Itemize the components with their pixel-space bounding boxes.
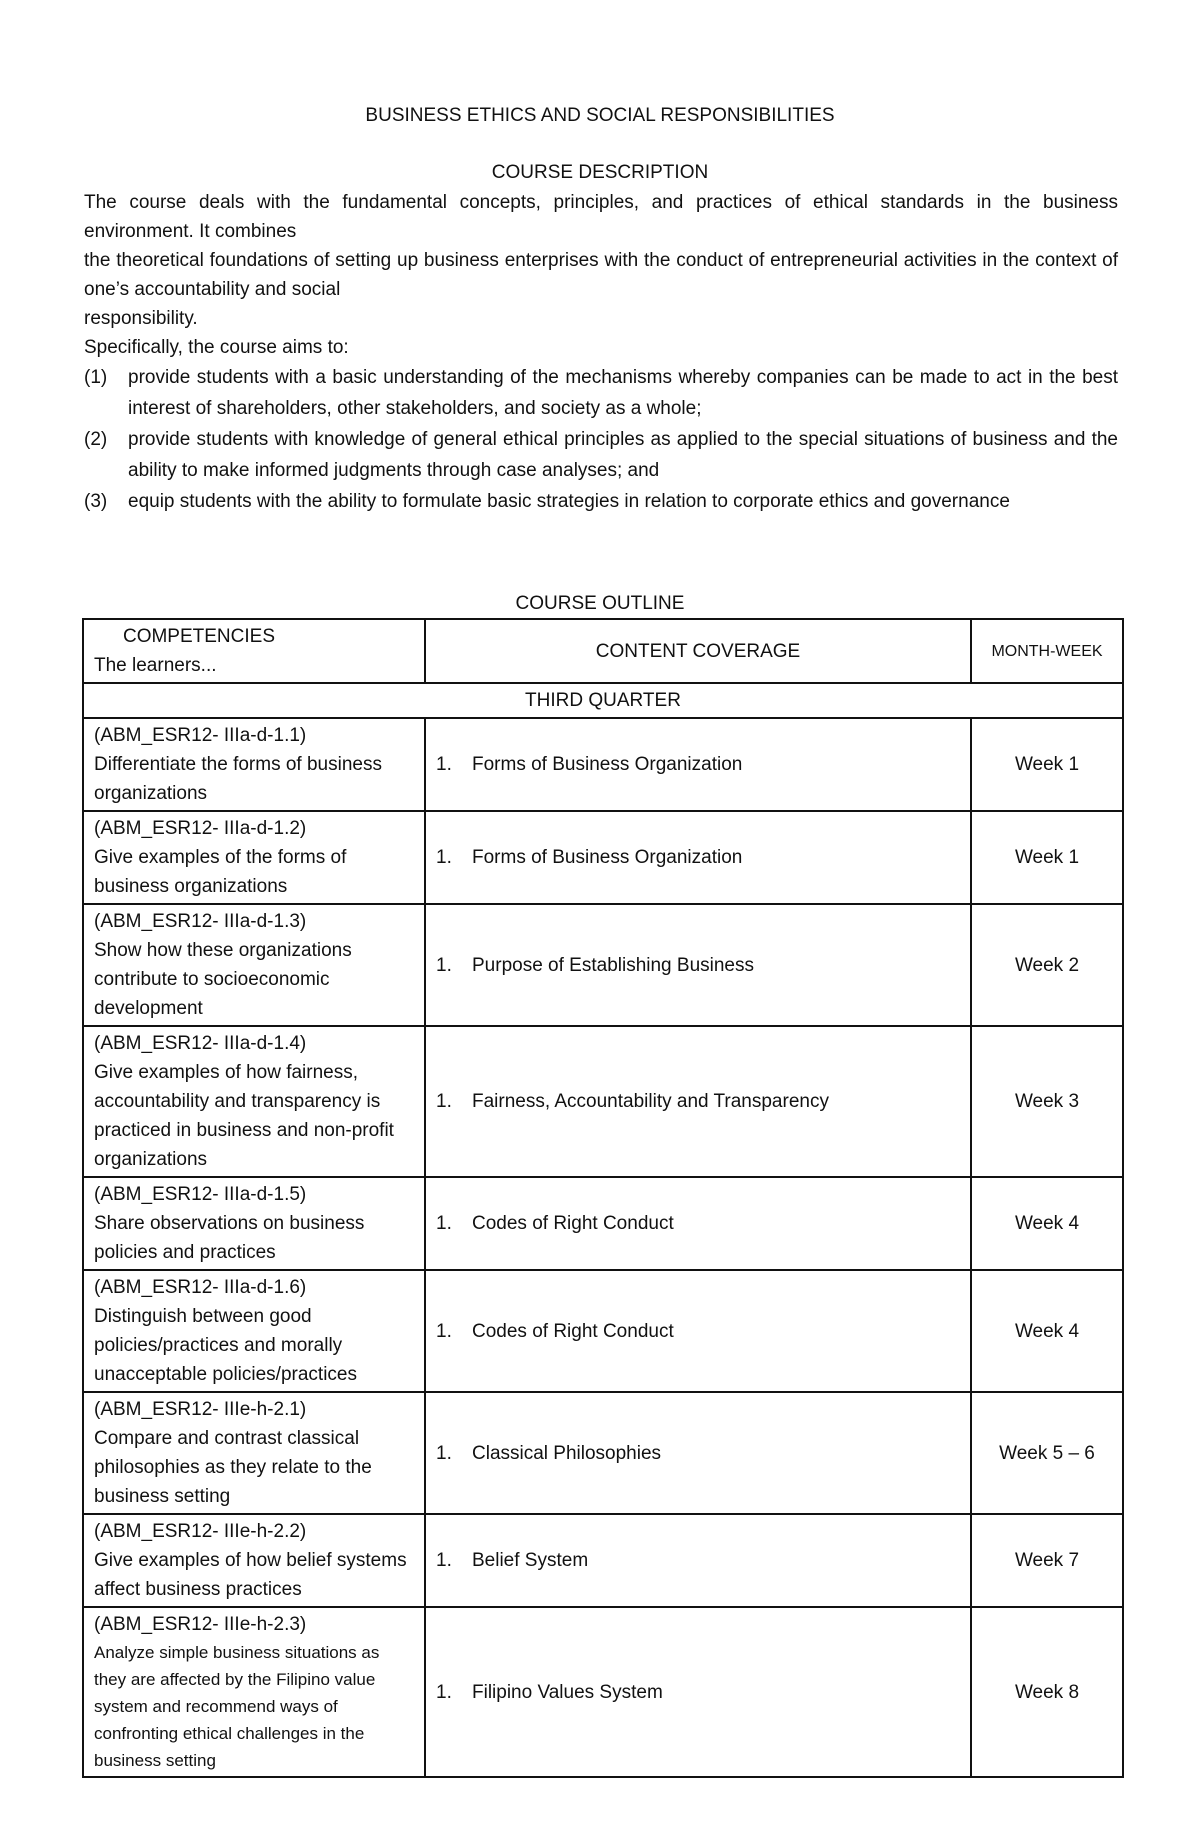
aim-text: provide students with knowledge of general ethical principles as applied to the special situations of business and the ability to make informed judgments through case analyses; and <box>128 429 1118 481</box>
aim-item <box>84 362 1118 424</box>
competency-code: (ABM_ESR12- IIIa-d-1.6) <box>94 1277 307 1298</box>
week-cell: Week 1 <box>971 718 1123 811</box>
table-header-row <box>83 619 1123 683</box>
competency-cell <box>83 904 425 1026</box>
aim-number: (1) <box>84 367 108 388</box>
content-cell <box>425 1270 971 1392</box>
content-text: Belief System <box>472 1550 589 1571</box>
table-row <box>83 1514 1123 1607</box>
competency-code: (ABM_ESR12- IIIa-d-1.4) <box>94 1033 307 1054</box>
header-competencies-label: COMPETENCIES <box>122 626 276 647</box>
competency-text: Compare and contrast classical philosophies as they relate to the business setting <box>94 1428 372 1507</box>
competency-text: Analyze simple business situations as they are affected by the Filipino value system and recommend ways of confronting ethical challenges in the business setting <box>94 1643 380 1770</box>
competency-code: (ABM_ESR12- IIIa-d-1.3) <box>94 911 307 932</box>
competency-text: Give examples of how fairness, accountability and transparency is practiced in business and non-profit organizations <box>94 1062 394 1170</box>
competency-cell <box>83 1026 425 1177</box>
header-learners-label: The learners... <box>94 655 217 676</box>
competency-text: Give examples of the forms of business organizations <box>94 847 347 897</box>
week-cell: Week 5 – 6 <box>971 1392 1123 1514</box>
course-description-heading: COURSE DESCRIPTION <box>491 162 709 183</box>
description-line: The course deals with the fundamental concepts, principles, and practices of ethical standards in the business environment. It combines <box>84 192 1118 242</box>
table-row <box>83 1392 1123 1514</box>
document-title: BUSINESS ETHICS AND SOCIAL RESPONSIBILITIES <box>365 105 835 126</box>
aim-item <box>84 424 1118 486</box>
week-cell: Week 2 <box>971 904 1123 1026</box>
aim-text: provide students with a basic understanding of the mechanisms whereby companies can be made to act in the best interest of shareholders, other stakeholders, and society as a whole; <box>128 367 1118 419</box>
week-cell: Week 3 <box>971 1026 1123 1177</box>
content-text: Purpose of Establishing Business <box>472 954 754 976</box>
table-row <box>83 1607 1123 1777</box>
quarter-label: THIRD QUARTER <box>83 683 1123 718</box>
content-cell <box>425 1607 971 1777</box>
content-cell <box>425 1177 971 1270</box>
competency-code: (ABM_ESR12- IIIe-h-2.3) <box>94 1614 307 1635</box>
competency-text: Give examples of how belief systems affect business practices <box>94 1550 407 1600</box>
aims-intro: Specifically, the course aims to: <box>84 337 349 358</box>
week-cell: Week 4 <box>971 1270 1123 1392</box>
competency-cell <box>83 1607 425 1777</box>
header-content-coverage: CONTENT COVERAGE <box>425 619 971 683</box>
table-row <box>83 1177 1123 1270</box>
competency-cell <box>83 1270 425 1392</box>
content-cell <box>425 904 971 1026</box>
competency-text: Show how these organizations contribute to socioeconomic development <box>94 940 352 1019</box>
competency-cell <box>83 718 425 811</box>
table-row <box>83 1270 1123 1392</box>
content-number: 1. <box>436 1091 452 1112</box>
course-outline-table <box>82 618 1124 1778</box>
competency-text: Share observations on business policies and practices <box>94 1213 365 1263</box>
competency-cell <box>83 1392 425 1514</box>
content-number: 1. <box>436 1681 452 1703</box>
week-cell: Week 8 <box>971 1607 1123 1777</box>
content-number: 1. <box>436 754 452 775</box>
aim-text: equip students with the ability to formulate basic strategies in relation to corporate ethics and governance <box>128 491 1010 512</box>
course-outline-heading: COURSE OUTLINE <box>515 593 685 614</box>
competency-code: (ABM_ESR12- IIIa-d-1.2) <box>94 818 307 839</box>
week-cell: Week 4 <box>971 1177 1123 1270</box>
content-cell <box>425 1026 971 1177</box>
header-month-week: MONTH-WEEK <box>971 619 1123 683</box>
competency-text: Distinguish between good policies/practices and morally unacceptable policies/practices <box>94 1306 357 1385</box>
competency-text: Differentiate the forms of business organizations <box>94 754 382 804</box>
aims-list <box>84 362 1118 517</box>
competency-code: (ABM_ESR12- IIIe-h-2.2) <box>94 1521 307 1542</box>
content-text: Classical Philosophies <box>472 1442 662 1464</box>
content-text: Filipino Values System <box>472 1681 663 1703</box>
content-number: 1. <box>436 847 452 868</box>
week-cell: Week 1 <box>971 811 1123 904</box>
competency-code: (ABM_ESR12- IIIe-h-2.1) <box>94 1399 307 1420</box>
table-row <box>83 718 1123 811</box>
content-number: 1. <box>436 1213 452 1234</box>
aim-item <box>84 486 1118 517</box>
content-number: 1. <box>436 954 452 976</box>
table-row <box>83 904 1123 1026</box>
header-competencies <box>83 619 425 683</box>
content-text: Forms of Business Organization <box>472 847 743 868</box>
course-description <box>84 188 1118 517</box>
competency-cell <box>83 1514 425 1607</box>
content-cell <box>425 718 971 811</box>
content-cell <box>425 811 971 904</box>
competency-cell <box>83 811 425 904</box>
content-cell <box>425 1392 971 1514</box>
table-row <box>83 1026 1123 1177</box>
description-line: responsibility. <box>84 308 198 329</box>
content-text: Forms of Business Organization <box>472 754 743 775</box>
content-text: Fairness, Accountability and Transparency <box>472 1091 829 1112</box>
competency-code: (ABM_ESR12- IIIa-d-1.5) <box>94 1184 307 1205</box>
competency-cell <box>83 1177 425 1270</box>
week-cell: Week 7 <box>971 1514 1123 1607</box>
aim-number: (2) <box>84 429 108 450</box>
content-cell <box>425 1514 971 1607</box>
quarter-row <box>83 683 1123 718</box>
content-text: Codes of Right Conduct <box>472 1320 674 1342</box>
competency-code: (ABM_ESR12- IIIa-d-1.1) <box>94 725 307 746</box>
content-number: 1. <box>436 1550 452 1571</box>
content-number: 1. <box>436 1442 452 1464</box>
aim-number: (3) <box>84 491 108 512</box>
content-text: Codes of Right Conduct <box>472 1213 674 1234</box>
content-number: 1. <box>436 1320 452 1342</box>
table-row <box>83 811 1123 904</box>
description-line: the theoretical foundations of setting up business enterprises with the conduct of entrepreneurial activities in the context of one’s accountability and social <box>84 250 1118 300</box>
